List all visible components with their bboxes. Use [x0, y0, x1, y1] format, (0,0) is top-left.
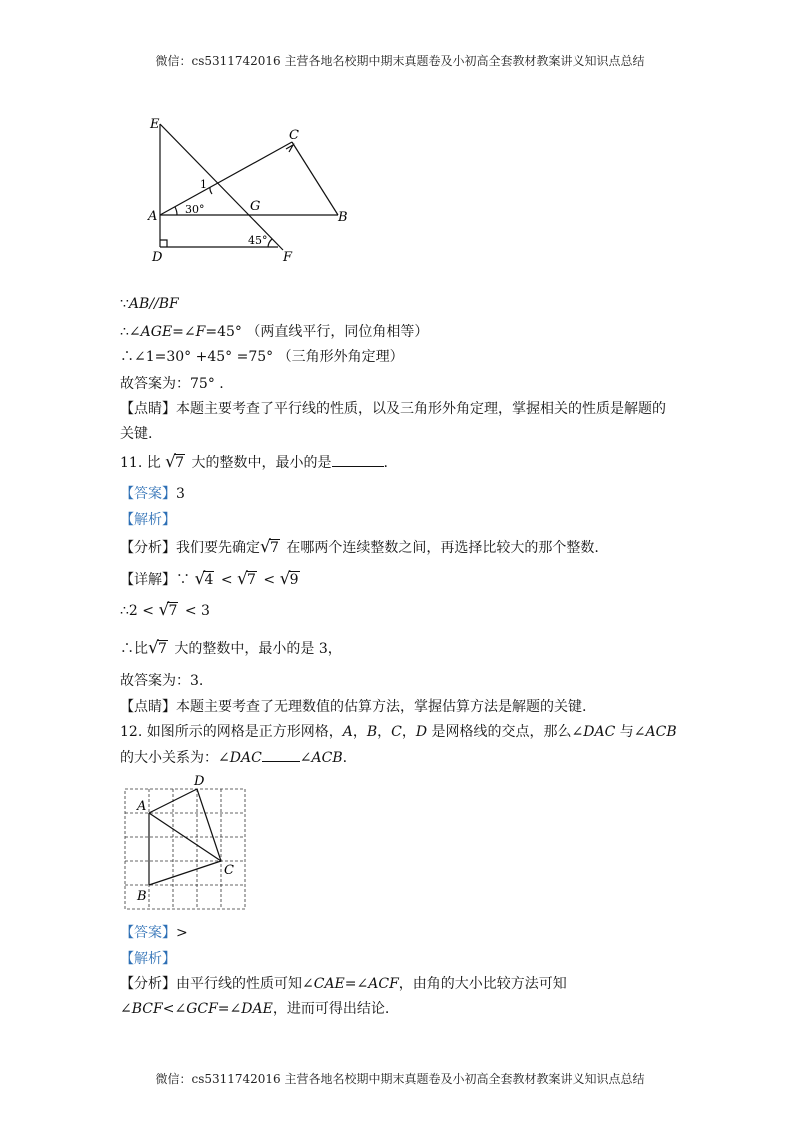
q12-analysis-tag: 【解析】	[120, 951, 176, 967]
q11-ineq: ∴2 < √ 7 < 3	[120, 603, 210, 619]
q11-conclusion: ∴比√ 7 大的整数中，最小的是 3，	[120, 638, 342, 658]
q12-answer: 【答案】>	[120, 925, 188, 941]
sol10-line1: ∵AB//BF	[120, 296, 179, 312]
q12-stem-line1: 12. 如图所示的网格是正方形网格，A，B，C，D 是网格线的交点，那么∠DAC 与∠ACB	[120, 724, 677, 740]
q12-analysis-line2: ∠BCF<∠GCF=∠DAE，进而可得出结论.	[120, 1001, 390, 1017]
label-30: 30°	[185, 203, 205, 216]
grid-label-D: D	[194, 774, 205, 789]
q12-stem-line2: 的大小关系为：∠DAC ∠ACB.	[120, 750, 348, 766]
sol10-line4: 故答案为：75° .	[120, 376, 224, 392]
page-header: 微信：cs5311742016 主营各地名校期中期末真题卷及小初高全套教材教案讲义知识点总结	[155, 54, 645, 68]
q11-detail: 【详解】∵ √ 4 < √ 7 < √ 9	[120, 569, 302, 589]
grid-label-B: B	[137, 889, 147, 904]
q11-analysis-tag: 【解析】	[120, 512, 176, 528]
label-45: 45°	[248, 234, 268, 247]
page-footer: 微信：cs5311742016 主营各地名校期中期末真题卷及小初高全套教材教案讲义知识点总结	[155, 1072, 645, 1086]
q11-final: 故答案为：3.	[120, 673, 204, 689]
label-A: A	[148, 209, 158, 224]
sol10-line2: ∴∠AGE=∠F=45° （两直线平行，同位角相等）	[120, 324, 429, 340]
q12-analysis-line1: 【分析】由平行线的性质可知∠CAE=∠ACF，由角的大小比较方法可知	[120, 976, 567, 992]
label-1: 1	[200, 178, 207, 191]
label-F: F	[283, 250, 293, 265]
grid-label-C: C	[224, 863, 234, 878]
grid-figure	[115, 770, 255, 915]
label-B: B	[338, 210, 348, 225]
sol10-line6: 关键.	[120, 426, 153, 442]
sol10-line3: ∴∠1=30° +45° =75° （三角形外角定理）	[120, 349, 404, 365]
label-C: C	[289, 128, 299, 143]
label-G: G	[250, 199, 261, 214]
grid-label-A: A	[137, 799, 147, 814]
label-D: D	[152, 250, 163, 265]
q11-stem: 11. 比 √ 7 大的整数中，最小的是 .	[120, 452, 388, 472]
geometry-figure-1	[140, 112, 360, 272]
q11-analysis: 【分析】我们要先确定√ 7 在哪两个连续整数之间，再选择比较大的那个整数.	[120, 537, 599, 557]
q11-comment: 【点睛】本题主要考查了无理数值的估算方法，掌握估算方法是解题的关键.	[120, 699, 587, 715]
label-E: E	[150, 117, 160, 132]
sol10-line5: 【点睛】本题主要考查了平行线的性质，以及三角形外角定理，掌握相关的性质是解题的	[120, 401, 666, 417]
q11-answer: 【答案】3	[120, 486, 185, 502]
